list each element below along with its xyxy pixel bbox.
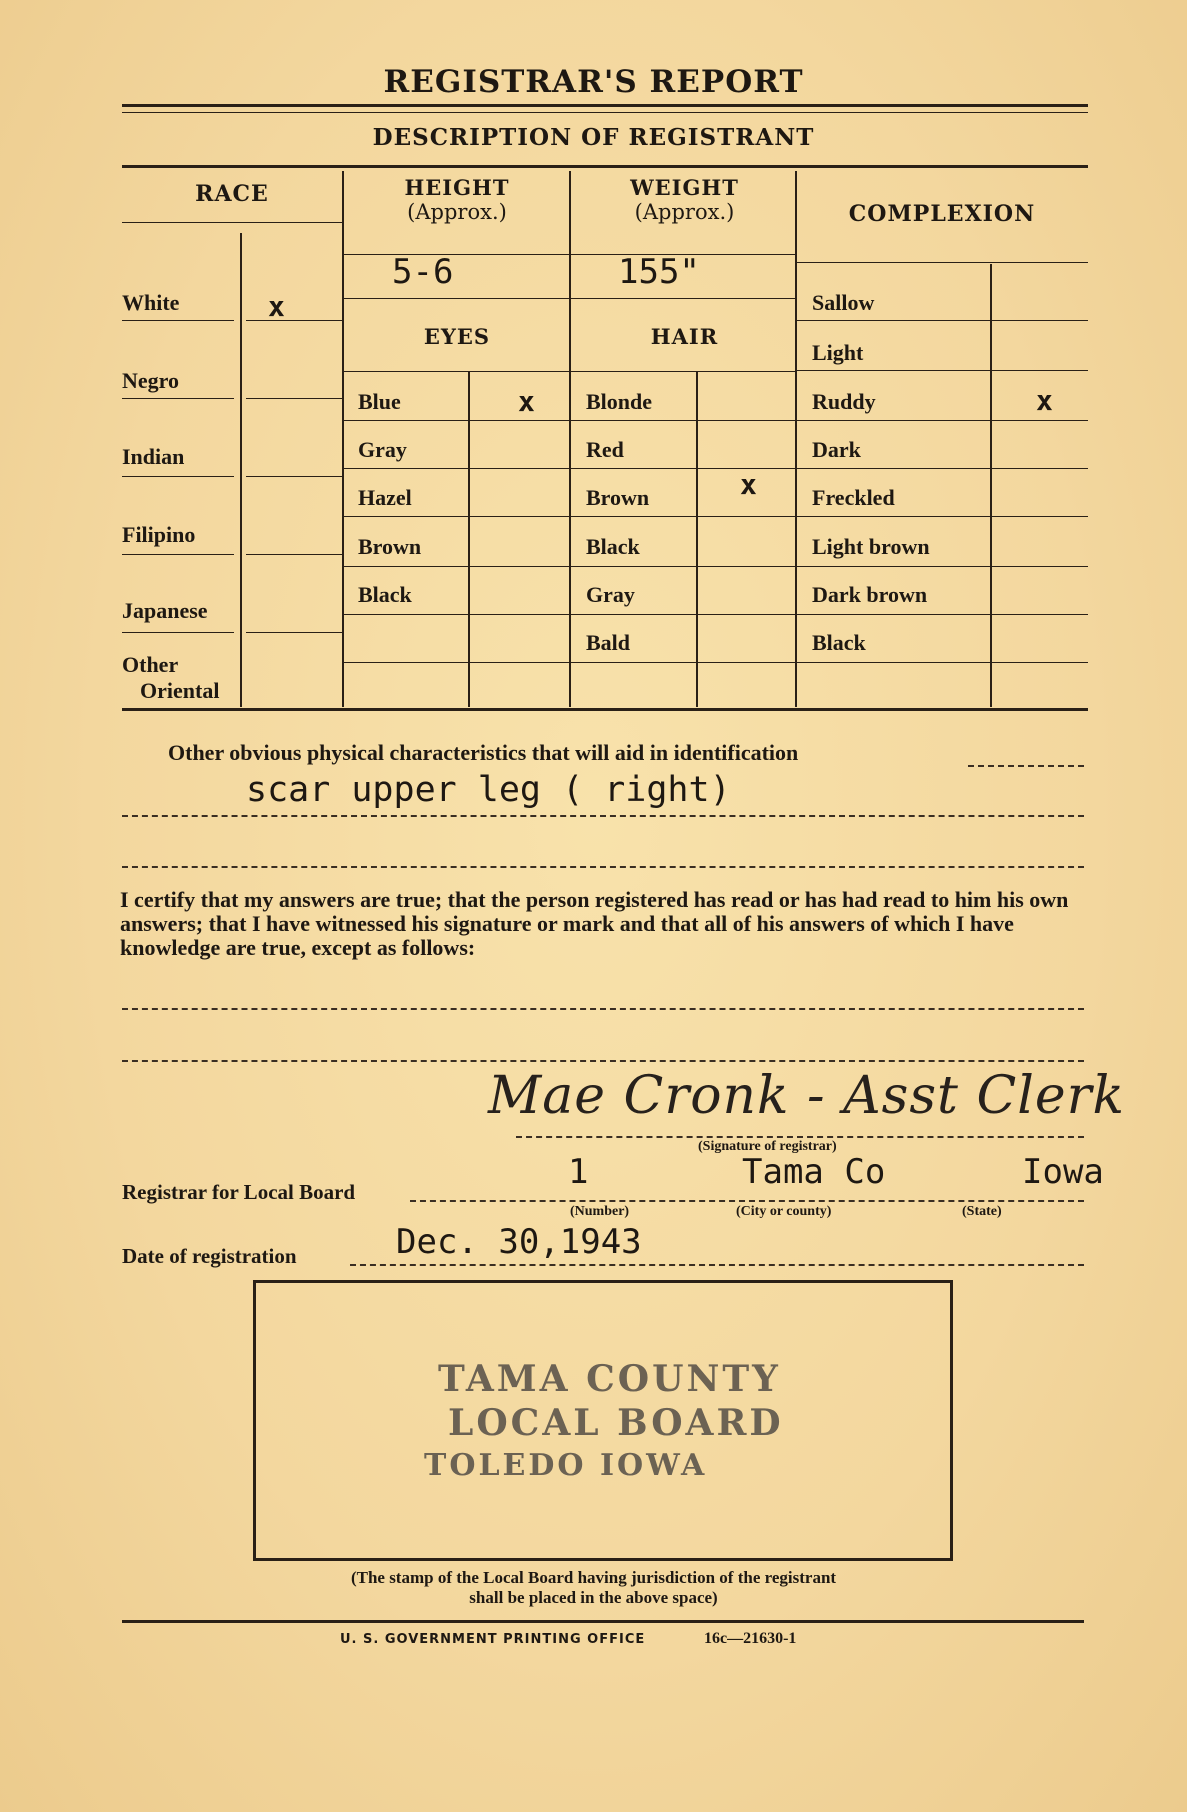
complexion-header: COMPLEXION [848, 201, 1036, 227]
hair-gray: Gray [586, 582, 635, 607]
divider [122, 104, 1088, 107]
divider [342, 662, 569, 663]
divider [342, 420, 569, 421]
characteristics-label: Other obvious physical characteristics that will aid in identification [168, 740, 799, 765]
board-county: Tama Co [742, 1152, 886, 1192]
hair-brown-mark: x [740, 468, 757, 501]
dotted-line [122, 1060, 1084, 1062]
divider [122, 112, 1088, 113]
eyes-header: EYES [423, 324, 491, 349]
complexion-light: Light [812, 340, 864, 365]
divider [569, 420, 795, 421]
race-white-mark: x [268, 290, 285, 323]
weight-value: 155" [618, 252, 700, 292]
eyes-gray: Gray [358, 437, 407, 462]
divider [569, 662, 795, 663]
complexion-light-brown: Light brown [812, 534, 930, 559]
divider [246, 476, 342, 477]
divider [797, 320, 1088, 321]
board-state: Iowa [1022, 1152, 1104, 1192]
state-caption: (State) [962, 1204, 1002, 1219]
page-title: REGISTRAR'S REPORT [383, 64, 804, 100]
characteristics-value: scar upper leg ( right) [246, 770, 731, 810]
eyes-black: Black [358, 582, 412, 607]
board-label: Registrar for Local Board [122, 1180, 356, 1204]
race-white: White [122, 290, 180, 315]
divider [122, 708, 1088, 711]
divider [569, 171, 571, 707]
county-caption: (City or county) [736, 1204, 832, 1219]
race-oriental: Oriental [140, 678, 220, 703]
hair-black: Black [586, 534, 640, 559]
eyes-brown: Brown [358, 534, 422, 559]
hair-header: HAIR [650, 324, 719, 349]
race-header: RACE [195, 181, 269, 207]
weight-header: WEIGHT [630, 175, 739, 200]
divider [797, 566, 1088, 567]
divider [569, 516, 795, 517]
race-negro: Negro [122, 368, 180, 393]
complexion-dark: Dark [812, 437, 861, 462]
eyes-blue: Blue [358, 389, 401, 414]
race-other: Other [122, 652, 179, 677]
divider [797, 370, 1088, 371]
race-indian: Indian [122, 444, 185, 469]
divider [240, 233, 242, 707]
divider [342, 566, 569, 567]
footer-printer: U. S. GOVERNMENT PRINTING OFFICE [340, 1632, 646, 1647]
hair-red: Red [586, 437, 624, 462]
divider [342, 614, 569, 615]
divider [342, 516, 569, 517]
complexion-sallow: Sallow [812, 290, 875, 315]
divider [569, 614, 795, 615]
divider [797, 420, 1088, 421]
registrar-signature: Mae Cronk - Asst Clerk [488, 1066, 1126, 1126]
divider [122, 320, 234, 321]
dotted-line [122, 866, 1084, 868]
number-caption: (Number) [570, 1204, 630, 1219]
divider [342, 171, 344, 707]
stamp-line-2: LOCAL BOARD [448, 1402, 784, 1444]
hair-brown: Brown [586, 485, 650, 510]
date-label: Date of registration [122, 1244, 297, 1268]
stamp-caption-2: shall be placed in the above space) [469, 1588, 718, 1607]
divider [122, 222, 342, 223]
eyes-hazel: Hazel [358, 485, 412, 510]
divider [122, 632, 234, 633]
complexion-ruddy: Ruddy [812, 389, 876, 414]
divider [246, 320, 342, 321]
hair-bald: Bald [586, 630, 631, 655]
dotted-line [122, 815, 1084, 817]
hair-blonde: Blonde [586, 389, 653, 414]
divider [122, 476, 234, 477]
divider [797, 262, 1088, 263]
dotted-line [122, 1008, 1084, 1010]
weight-subheader: (Approx.) [634, 200, 735, 224]
race-japanese: Japanese [122, 598, 208, 623]
divider [342, 468, 569, 469]
race-filipino: Filipino [122, 522, 196, 547]
stamp-line-1: TAMA COUNTY [438, 1358, 781, 1400]
divider [246, 554, 342, 555]
complexion-freckled: Freckled [812, 485, 895, 510]
section-title: DESCRIPTION OF REGISTRANT [372, 124, 815, 151]
complexion-dark-brown: Dark brown [812, 582, 928, 607]
divider [246, 398, 342, 399]
eyes-blue-mark: x [518, 385, 535, 418]
divider [569, 468, 795, 469]
divider [122, 165, 1088, 168]
form-number: 16c—21630-1 [704, 1630, 797, 1647]
dotted-line [968, 765, 1084, 767]
divider [797, 468, 1088, 469]
divider [696, 372, 698, 707]
height-value: 5-6 [392, 252, 454, 292]
certification-text: I certify that my answers are true; that the person registered has read or has had read to him his own answers; that I have witnessed his signature or mark and that all of his answers of which I have knowledge are true, except as follows: [120, 887, 1069, 960]
divider [569, 566, 795, 567]
divider [797, 516, 1088, 517]
divider [122, 1620, 1084, 1623]
divider [797, 662, 1088, 663]
divider [795, 171, 797, 707]
stamp-caption-1: (The stamp of the Local Board having jurisdiction of the registrant [350, 1568, 837, 1587]
divider [990, 264, 992, 707]
dotted-line [350, 1264, 1084, 1266]
complexion-black: Black [812, 630, 866, 655]
divider [468, 372, 470, 707]
signature-caption: (Signature of registrar) [698, 1139, 837, 1154]
divider [122, 554, 234, 555]
board-number: 1 [568, 1152, 589, 1192]
complexion-ruddy-mark: x [1036, 384, 1053, 417]
height-header: HEIGHT [404, 175, 510, 200]
date-value: Dec. 30,1943 [396, 1222, 642, 1262]
dotted-line [516, 1136, 1084, 1138]
stamp-line-3: TOLEDO IOWA [424, 1448, 708, 1483]
divider [797, 614, 1088, 615]
divider [122, 398, 234, 399]
divider [246, 632, 342, 633]
height-subheader: (Approx.) [407, 200, 507, 224]
dotted-line [410, 1200, 1084, 1202]
